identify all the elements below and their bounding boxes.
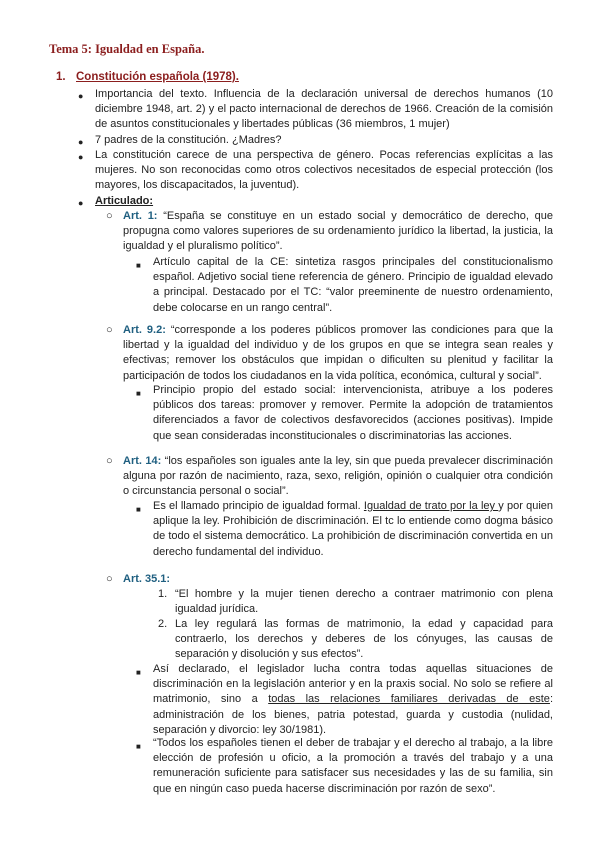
articulado-heading: Articulado: xyxy=(95,195,154,207)
section-number: 1. xyxy=(56,71,66,83)
list-number: 2. xyxy=(158,618,168,630)
article-9-2 xyxy=(123,323,553,384)
list-item: La ley regulará las formas de matrimonio, la edad y capacidad para contraerlo, los derechos y deberes de los cónyuges, las causas de separación y disolución y sus efectos”. xyxy=(175,618,553,661)
bullet-text: Importancia del texto. Influencia de la declaración universal de derechos humanos (10 diciembre 1948, art. 2) y el pacto internacional de derechos de 1966. Creación de la comisión de asuntos constitucionales y libertades públicas (36 miembros, 1 mujer) xyxy=(95,88,553,131)
article-14 xyxy=(123,454,553,500)
list-item: “El hombre y la mujer tienen derecho a contraer matrimonio con plena igualdad jurídica. xyxy=(175,588,553,616)
article-9-2-label: Art. 9.2: xyxy=(123,324,166,336)
list-number: 1. xyxy=(158,588,168,600)
bullet-text: 7 padres de la constitución. ¿Madres? xyxy=(95,134,282,146)
underlined-text: todas las relaciones familiares derivadas de este xyxy=(268,693,550,706)
article-1-comment: Artículo capital de la CE: sintetiza rasgos principales del constitucionalismo español. Adjetivo social tiene referencia de género. Principio de igualdad elevado a principal. Destacado por el TC: “valor preeminente de nuestro ordenamiento, debe colocarse en un rango central”. xyxy=(153,256,553,314)
section-title: Constitución española (1978). xyxy=(76,71,239,83)
bullet-icon: ● xyxy=(78,137,84,147)
article-14-text: “los españoles son iguales ante la ley, sin que pueda prevalecer discriminación alguna por razón de nacimiento, raza, sexo, religión, opinión o cualquier otra condición o circunstancia personal o social”. xyxy=(123,455,554,498)
bullet-icon: ● xyxy=(78,152,84,162)
bullet-icon: ● xyxy=(78,91,84,101)
square-bullet-icon: ■ xyxy=(136,389,141,398)
square-bullet-icon: ■ xyxy=(136,505,141,514)
circle-bullet-icon: ○ xyxy=(106,210,113,222)
article-9-2-comment: Principio propio del estado social: intervencionista, atribuye a los poderes públicos dos tareas: promover y remover. Permite la adopción de tratamientos diferenciados a favor de colectivos desfavorecidos (acciones positivas). Impide que sean consideradas inconstitucionales o discriminatorias las acciones. xyxy=(153,384,553,442)
article-35-quote: “Todos los españoles tienen el deber de trabajar y el derecho al trabajo, a la libre elección de profesión u oficio, a la promoción a través del trabajo y a una remuneración suficiente para satisfacer sus necesidades y las de su familia, sin que en ningún caso pueda hacerse discriminación por razón de sexo”. xyxy=(153,737,553,795)
bullet-icon: ● xyxy=(78,198,84,208)
square-bullet-icon: ■ xyxy=(136,668,141,677)
comment-text: Así declarado, el legislador lucha contra todas aquellas situaciones de discriminación en la legislación anterior y en la praxis social. No solo se refiere al matrimonio, sino a xyxy=(153,663,553,706)
article-35-1-comment xyxy=(153,662,553,738)
square-bullet-icon: ■ xyxy=(136,261,141,270)
article-1 xyxy=(123,209,553,255)
article-14-label: Art. 14: xyxy=(123,455,162,467)
circle-bullet-icon: ○ xyxy=(106,573,113,585)
bullet-text: La constitución carece de una perspectiva de género. Pocas referencias explícitas a las mujeres. No son reconocidas como otros colectivos necesitados de especial protección (los mayores, los discapacitados, la juventud). xyxy=(95,149,553,192)
article-35-1-label: Art. 35.1: xyxy=(123,573,171,585)
comment-text: y por quien aplique la ley. Prohibición de discriminación. El tc lo entiende como dogma básico de todo el sistema democrático. La prohibición de discriminación convertida en un derecho fundamental del individuo. xyxy=(153,500,553,558)
article-1-label: Art. 1: xyxy=(123,210,158,222)
circle-bullet-icon: ○ xyxy=(106,324,113,336)
article-1-text: “España se constituye en un estado social y democrático de derecho, que propugna como valores superiores de su ordenamiento jurídico la libertad, la justicia, la igualdad y el pluralismo político”. xyxy=(123,210,553,253)
underlined-text: Igualdad de trato por la ley xyxy=(363,500,499,512)
comment-text: Es el llamado principio de igualdad formal. xyxy=(153,500,364,512)
article-14-comment xyxy=(153,499,553,560)
comment-text: : administración de los bienes, patria potestad, guarda y custodia (nulidad, separación y divorcio: ley 30/1981). xyxy=(153,693,553,736)
square-bullet-icon: ■ xyxy=(136,742,141,751)
section-heading xyxy=(56,71,239,83)
article-9-2-text: “corresponde a los poderes públicos promover las condiciones para que la libertad y la igualdad del individuo y de los grupos en que se integra sean reales y efectivas; remover los obstáculos que impidan o dificulten su plenitud y facilitar la participación de todos los ciudadanos en la vida política, económica, cultural y social”. xyxy=(123,324,553,382)
circle-bullet-icon: ○ xyxy=(106,455,113,467)
page-title: Tema 5: Igualdad en España. xyxy=(49,42,205,56)
